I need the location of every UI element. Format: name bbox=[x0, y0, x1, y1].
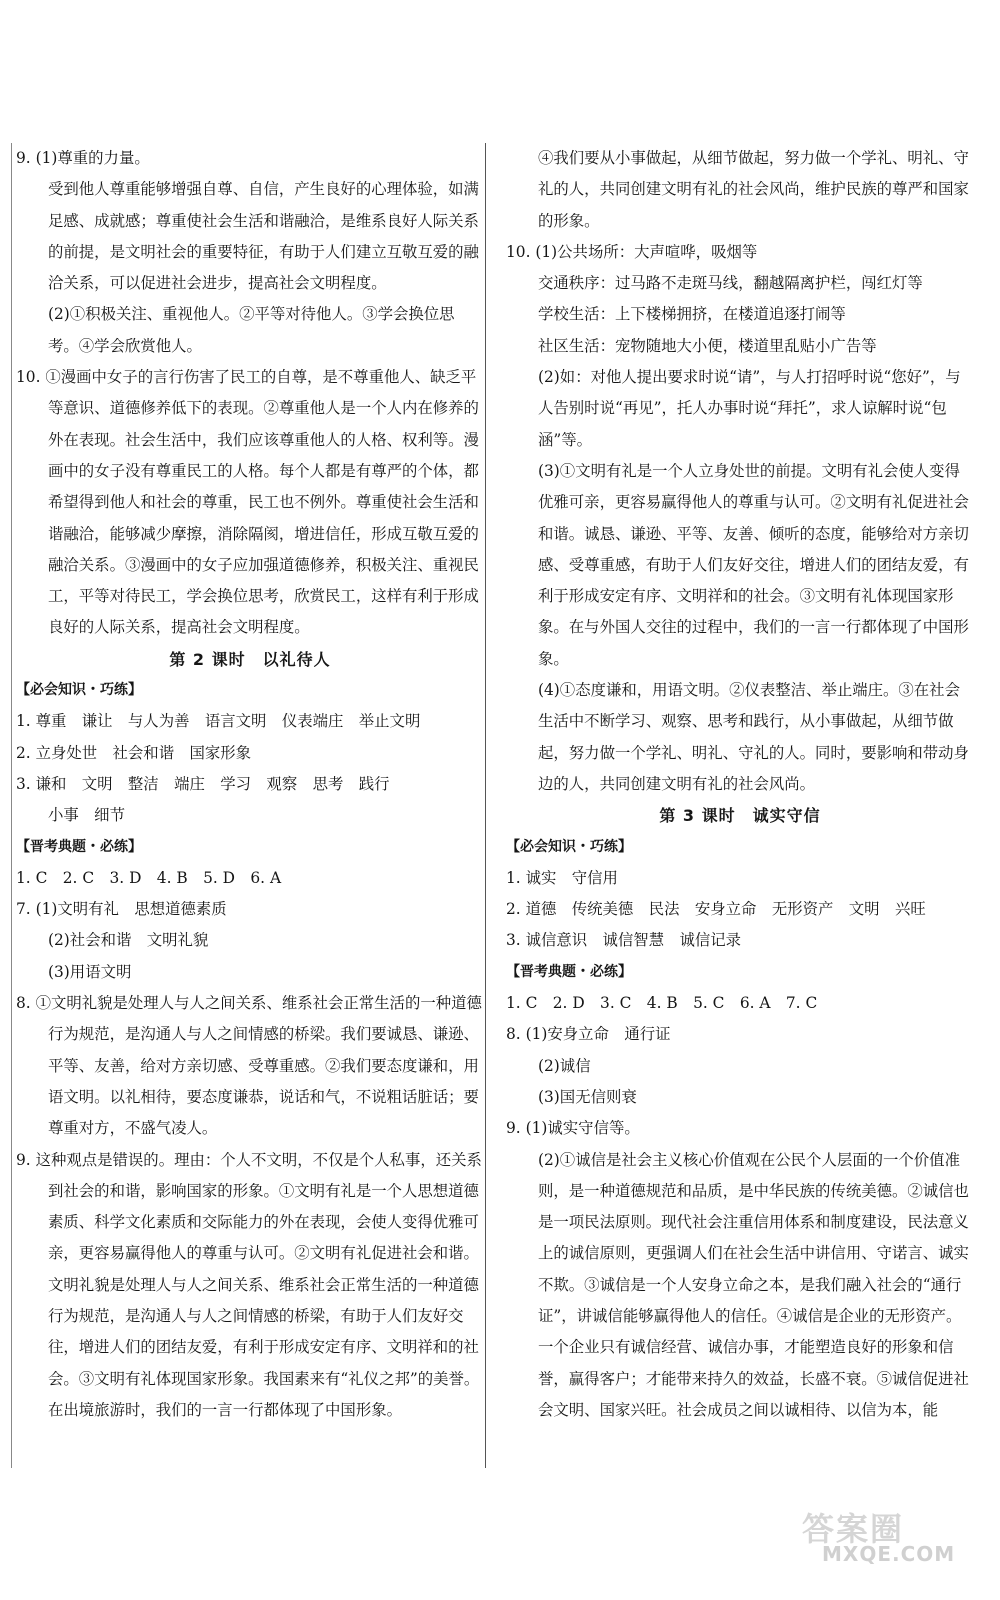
answer-text: 小事 细节 bbox=[48, 806, 125, 825]
answer-item: 9. (1)尊重的力量。 bbox=[16, 149, 150, 167]
answer-text: ④我们要从小事做起，从细节做起，努力做一个学礼、明礼、守礼的人，共同创建文明有礼的社会风尚，维护民族的尊严和国家的形象。 bbox=[538, 149, 969, 230]
answer-text: (2)如：对他人提出要求时说“请”，与人打招呼时说“您好”，与人告别时说“再见”，托人办事时说“拜托”，求人谅解时说“包涵”等。 bbox=[538, 368, 961, 449]
answer-item: 8. ①文明礼貌是处理人与人之间关系、维系社会正常生活的一种道德行为规范，是沟通人与人之间情感的桥梁。我们要诚恳、谦逊、平等、友善，给对方亲切感、受尊重感。②我们要态度谦和，用语文明。以礼相待，要态度谦恭，说话和气，不说粗话脏话；要尊重对方，不盛气凌人。 bbox=[16, 994, 482, 1138]
right-column bbox=[506, 143, 974, 1426]
answer-item: 2. 道德 传统美德 民法 安身立命 无形资产 文明 兴旺 bbox=[506, 900, 926, 919]
answer-text: (2)①积极关注、重视他人。②平等对待他人。③学会换位思考。④学会欣赏他人。 bbox=[48, 305, 455, 355]
answer-text: (2)①诚信是社会主义核心价值观在公民个人层面的一个价值准则，是一种道德规范和品质，是中华民族的传统美德。②诚信也是一项民法原则。现代社会注重信用体系和制度建设，民法意义上的诚信原则，更强调人们在社会生活中讲信用、守诺言、诚实不欺。③诚信是一个人安身立命之本，是我们融入社会的“通行证”，讲诚信能够赢得他人的信任。④诚信是企业的无形资产。一个企业只有诚信经营、诚信办事，才能塑造良好的形象和信誉，赢得客户；才能带来持久的效益，长盛不衰。⑤诚信促进社会文明、国家兴旺。社会成员之间以诚相待、以信为本，能 bbox=[538, 1150, 969, 1419]
section-title: 第 2 课时 以礼待人 bbox=[169, 649, 331, 669]
column-divider bbox=[485, 143, 486, 1468]
answer-text: (3)用语文明 bbox=[48, 962, 132, 981]
watermark-logo bbox=[802, 1500, 982, 1570]
answer-item: 2. 立身处世 社会和谐 国家形象 bbox=[16, 743, 252, 762]
answer-text: (2)诚信 bbox=[538, 1056, 591, 1075]
answer-item: 1. 尊重 谦让 与人为善 语言文明 仪表端庄 举止文明 bbox=[16, 712, 421, 731]
section-label: 【晋考典题・必练】 bbox=[16, 838, 142, 855]
answer-item: 1. C 2. C 3. D 4. B 5. D 6. A bbox=[16, 868, 282, 887]
answer-item: 10. ①漫画中女子的言行伤害了民工的自尊，是不尊重他人、缺乏平等意识、道德修养低下的表现。②尊重他人是一个人内在修养的外在表现。社会生活中，我们应该尊重他人的人格、权利等。漫画中的女子没有尊重民工的人格。每个人都是有尊严的个体，都希望得到他人和社会的尊重，民工也不例外。尊重使社会生活和谐融洽，能够减少摩擦，消除隔阂，增进信任，形成互敬互爱的融洽关系。③漫画中的女子应加强道德修养，积极关注、重视民工，平等对待民工，学会换位思考，欣赏民工，这样有利于形成良好的人际关系，提高社会文明程度。 bbox=[16, 368, 479, 637]
section-label: 【必会知识・巧练】 bbox=[16, 682, 142, 699]
answer-text: (2)社会和谐 文明礼貌 bbox=[48, 931, 209, 950]
answer-text: 社区生活：宠物随地大小便，楼道里乱贴小广告等 bbox=[538, 336, 877, 355]
answer-text: 学校生活：上下楼梯拥挤，在楼道追逐打闹等 bbox=[538, 305, 846, 324]
answer-text: (4)①态度谦和，用语文明。②仪表整洁、举止端庄。③在社会生活中不断学习、观察、思考和践行，从小事做起，从细节做起，努力做一个学礼、明礼、守礼的人。同时，要影响和带动身边的人，共同创建文明有礼的社会风尚。 bbox=[538, 681, 969, 793]
answer-item: 1. C 2. D 3. C 4. B 5. C 6. A 7. C bbox=[506, 994, 818, 1013]
answer-item: 7. (1)文明有礼 思想道德素质 bbox=[16, 900, 227, 919]
watermark-url: MXQE.COM bbox=[822, 1542, 956, 1566]
page-top-margin bbox=[0, 0, 1000, 140]
answer-text: (3)①文明有礼是一个人立身处世的前提。文明有礼会使人变得优雅可亲，更容易赢得他人的尊重与认可。②文明有礼促进社会和谐。诚恳、谦逊、平等、友善、倾听的态度，能够给对方亲切感、受尊重感，有助于人们友好交往，增进人们的团结友爱，有利于形成安定有序、文明祥和的社会。③文明有礼体现国家形象。在与外国人交往的过程中，我们的一言一行都体现了中国形象。 bbox=[538, 461, 969, 668]
answer-text: (3)国无信则衰 bbox=[538, 1087, 637, 1106]
answer-item: 9. (1)诚实守信等。 bbox=[506, 1119, 640, 1138]
left-column bbox=[16, 143, 484, 1426]
left-margin-line bbox=[11, 143, 12, 1468]
section-label: 【晋考典题・必练】 bbox=[506, 963, 632, 980]
section-label: 【必会知识・巧练】 bbox=[506, 838, 632, 855]
answer-item: 1. 诚实 守信用 bbox=[506, 868, 618, 887]
answer-text: 受到他人尊重能够增强自尊、自信，产生良好的心理体验，如满足感、成就感；尊重使社会生活和谐融洽，是维系良好人际关系的前提，是文明社会的重要特征，有助于人们建立互敬互爱的融洽关系，可以促进社会进步，提高社会文明程度。 bbox=[48, 180, 479, 293]
answer-item: 8. (1)安身立命 通行证 bbox=[506, 1025, 671, 1044]
answer-item: 10. (1)公共场所：大声喧哗，吸烟等 bbox=[506, 242, 758, 261]
answer-text: 交通秩序：过马路不走斑马线，翻越隔离护栏，闯红灯等 bbox=[538, 274, 923, 293]
answer-item: 3. 诚信意识 诚信智慧 诚信记录 bbox=[506, 931, 742, 950]
section-title: 第 3 课时 诚实守信 bbox=[659, 806, 821, 826]
answer-item: 3. 谦和 文明 整洁 端庄 学习 观察 思考 践行 bbox=[16, 774, 390, 793]
watermark-text: 答案圈 bbox=[802, 1510, 905, 1548]
answer-item: 9. 这种观点是错误的。理由：个人不文明，不仅是个人私事，还关系到社会的和谐，影响国家的形象。①文明有礼是一个人思想道德素质、科学文化素质和交际能力的外在表现，会使人变得优雅可亲，更容易赢得他人的尊重与认可。②文明有礼促进社会和谐。文明礼貌是处理人与人之间关系、维系社会正常生活的一种道德行为规范，是沟通人与人之间情感的桥梁，有助于人们友好交往，增进人们的团结友爱，有利于形成安定有序、文明祥和的社会。③文明有礼体现国家形象。我国素来有“礼仪之邦”的美誉。在出境旅游时，我们的一言一行都体现了中国形象。 bbox=[16, 1150, 482, 1419]
